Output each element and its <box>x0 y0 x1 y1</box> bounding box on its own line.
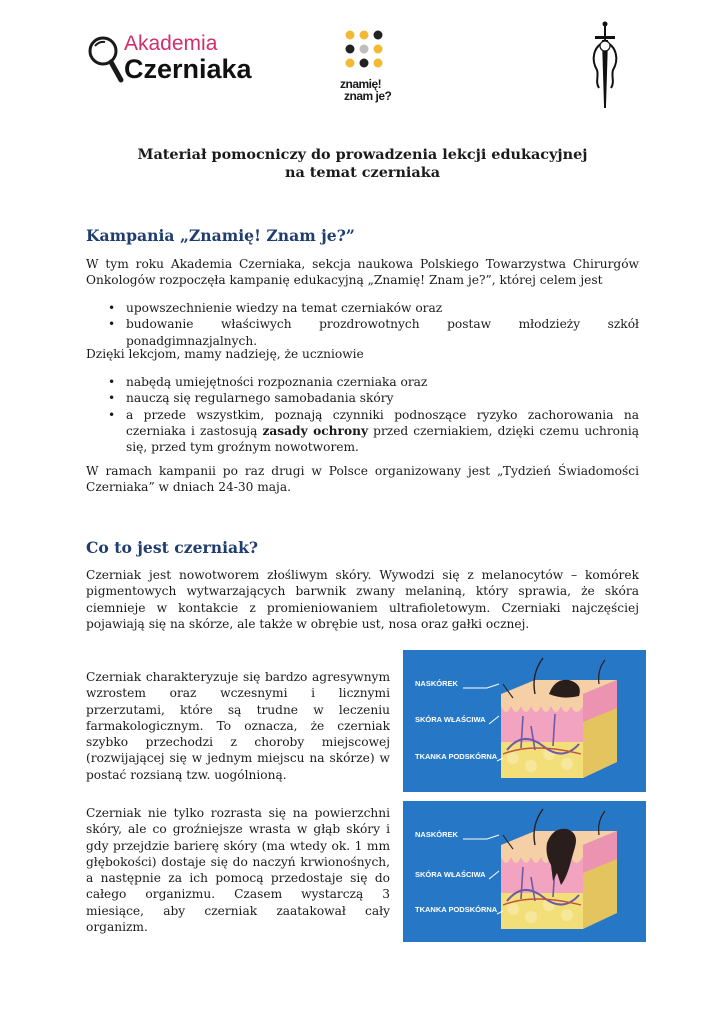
skin-layers-diagram-invasive <box>403 801 646 942</box>
list-item: • nauczą się regularnego samobadania skóry <box>106 390 639 406</box>
label-epidermis: NASKÓREK <box>415 830 458 839</box>
hope-intro: Dzięki lekcjom, mamy nadzieję, że uczniowie <box>86 347 364 361</box>
melanoma-definition: Czerniak jest nowotworem złośliwym skóry. Wywodzi się z melanocytów – komórek pigmentowych wytwarzających barwnik zwany melaniną, który sprawia, że skóra ciemnieje w kontakcie z promieniowaniem ultrafioletowym. Czerniaki najczęściej pojawiają się na skórze, ale także w obrębie ust, nosa oraz gałki ocznej. <box>86 568 639 631</box>
student-hopes-list <box>106 374 639 455</box>
skin-cross-section-invasive-illustration <box>403 801 646 942</box>
logo-text-znamie: znamię! <box>340 77 382 91</box>
list-item-protection <box>106 407 639 456</box>
skin-layers-diagram-early <box>403 650 646 792</box>
awareness-week-note: W ramach kampanii po raz drugi w Polsce organizowany jest „Tydzień Świadomości Czerniaka” w dniach 24-30 maja. <box>86 464 639 495</box>
campaign-heading: Kampania „Znamię! Znam je?” <box>86 226 355 245</box>
magnifier-icon <box>86 34 126 86</box>
znamie-znam-je-logo <box>340 30 396 108</box>
skin-cross-section-illustration <box>403 650 646 792</box>
akademia-czerniaka-logo <box>86 30 256 90</box>
list-item: • upowszechnienie wiedzy na temat czerniaków oraz <box>106 300 639 316</box>
melanoma-invasion-text: Czerniak nie tylko rozrasta się na powierzchni skóry, ale co groźniejsze wrasta w głąb skóry i gdy przejdzie barierę skóry (ma wtedy ok. 1 mm głębokości) dostaje się do naczyń krwionośnych, a następnie za ich pomocą przedostaje się do całego organizmu. Czasem wystarczą 3 miesiące, aby czerniak zaatakował cały organizm. <box>86 806 390 935</box>
protection-rules-emphasis: zasady ochrony <box>262 423 369 438</box>
campaign-goals-list <box>106 300 639 349</box>
label-epidermis: NASKÓREK <box>415 679 458 688</box>
logo-text-akademia: Akademia <box>124 32 218 55</box>
dot-grid-icon <box>344 30 394 76</box>
hope-last-after: przed czerniakiem, dzięki czemu uchronią się, przed tym groźnym nowotworem. <box>126 423 640 455</box>
melanoma-aggressive-text: Czerniak charakteryzuje się bardzo agresywnym wzrostem oraz wczesnymi i licznymi przerzutami, które są trudne w leczeniu farmakologicznym. To oznacza, że czerniak szybko przechodzi z choroby miejscowej (rozwijającej się w jednym miejscu na skórze) w postać rozsianą tzw. uogólnioną. <box>86 670 390 782</box>
hope-last-before: a przede wszystkim, poznają czynniki podnoszące ryzyko zachorowania na czerniaka i zastosują <box>126 407 639 438</box>
logo-text-czerniaka: Czerniaka <box>124 54 252 84</box>
list-item: • budowanie właściwych prozdrowotnych postaw młodzieży szkół ponadgimnazjalnych. <box>106 316 639 349</box>
document-title <box>0 146 725 182</box>
title-line-1: Materiał pomocniczy do prowadzenia lekcji edukacyjnej <box>137 146 588 163</box>
list-item: • nabędą umiejętności rozpoznania czerniaka oraz <box>106 374 639 390</box>
label-dermis: SKÓRA WŁAŚCIWA <box>415 870 486 879</box>
label-dermis: SKÓRA WŁAŚCIWA <box>415 715 486 724</box>
campaign-intro: W tym roku Akademia Czerniaka, sekcja naukowa Polskiego Towarzystwa Chirurgów Onkologów rozpoczęła kampanię edukacyjną „Znamię! Znam je?”, której celem jest <box>86 257 639 288</box>
logo-text-znam-je: znam je? <box>344 89 392 103</box>
title-line-2: na temat czerniaka <box>284 164 441 181</box>
melanoma-heading: Co to jest czerniak? <box>86 538 259 557</box>
label-subcutis: TKANKA PODSKÓRNA <box>415 752 498 761</box>
label-subcutis: TKANKA PODSKÓRNA <box>415 905 498 914</box>
ptco-dagger-emblem-icon <box>585 20 625 112</box>
